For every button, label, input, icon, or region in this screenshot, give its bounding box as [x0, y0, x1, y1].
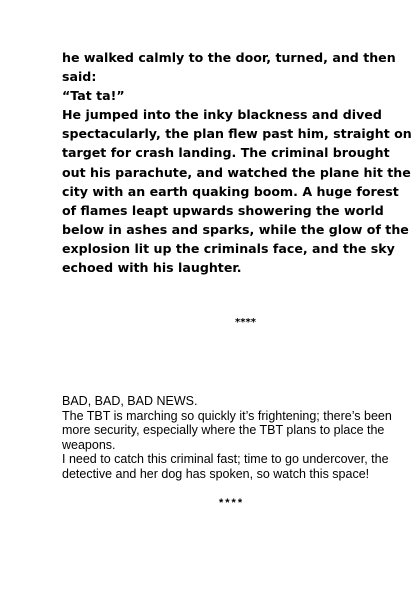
- news-paragraph-2: I need to catch this criminal fast; time to go undercover, the detective and her dog has spoken, so watch this space!: [62, 452, 389, 481]
- story-line-quote: “Tat ta!”: [62, 88, 125, 104]
- section-separator: ****: [235, 317, 256, 328]
- story-text: [62, 48, 412, 277]
- news-heading: BAD, BAD, BAD NEWS.: [62, 394, 198, 408]
- end-separator: ****: [219, 497, 245, 509]
- news-note: [62, 394, 402, 482]
- story-paragraph: He jumped into the inky blackness and dived spectacularly, the plan flew past him, straight on target for crash landing. The criminal brought out his parachute, and watched the plane hit the city with an earth quaking boom. A huge forest of flames leapt upwards showering the world below in ashes and sparks, while the glow of the explosion lit up the criminals face, and the sky echoed with his laughter.: [62, 107, 412, 276]
- news-paragraph-1: The TBT is marching so quickly it’s frightening; there’s been more security, especially where the TBT plans to place the weapons.: [62, 408, 392, 452]
- story-line-said: he walked calmly to the door, turned, and then said:: [62, 50, 396, 85]
